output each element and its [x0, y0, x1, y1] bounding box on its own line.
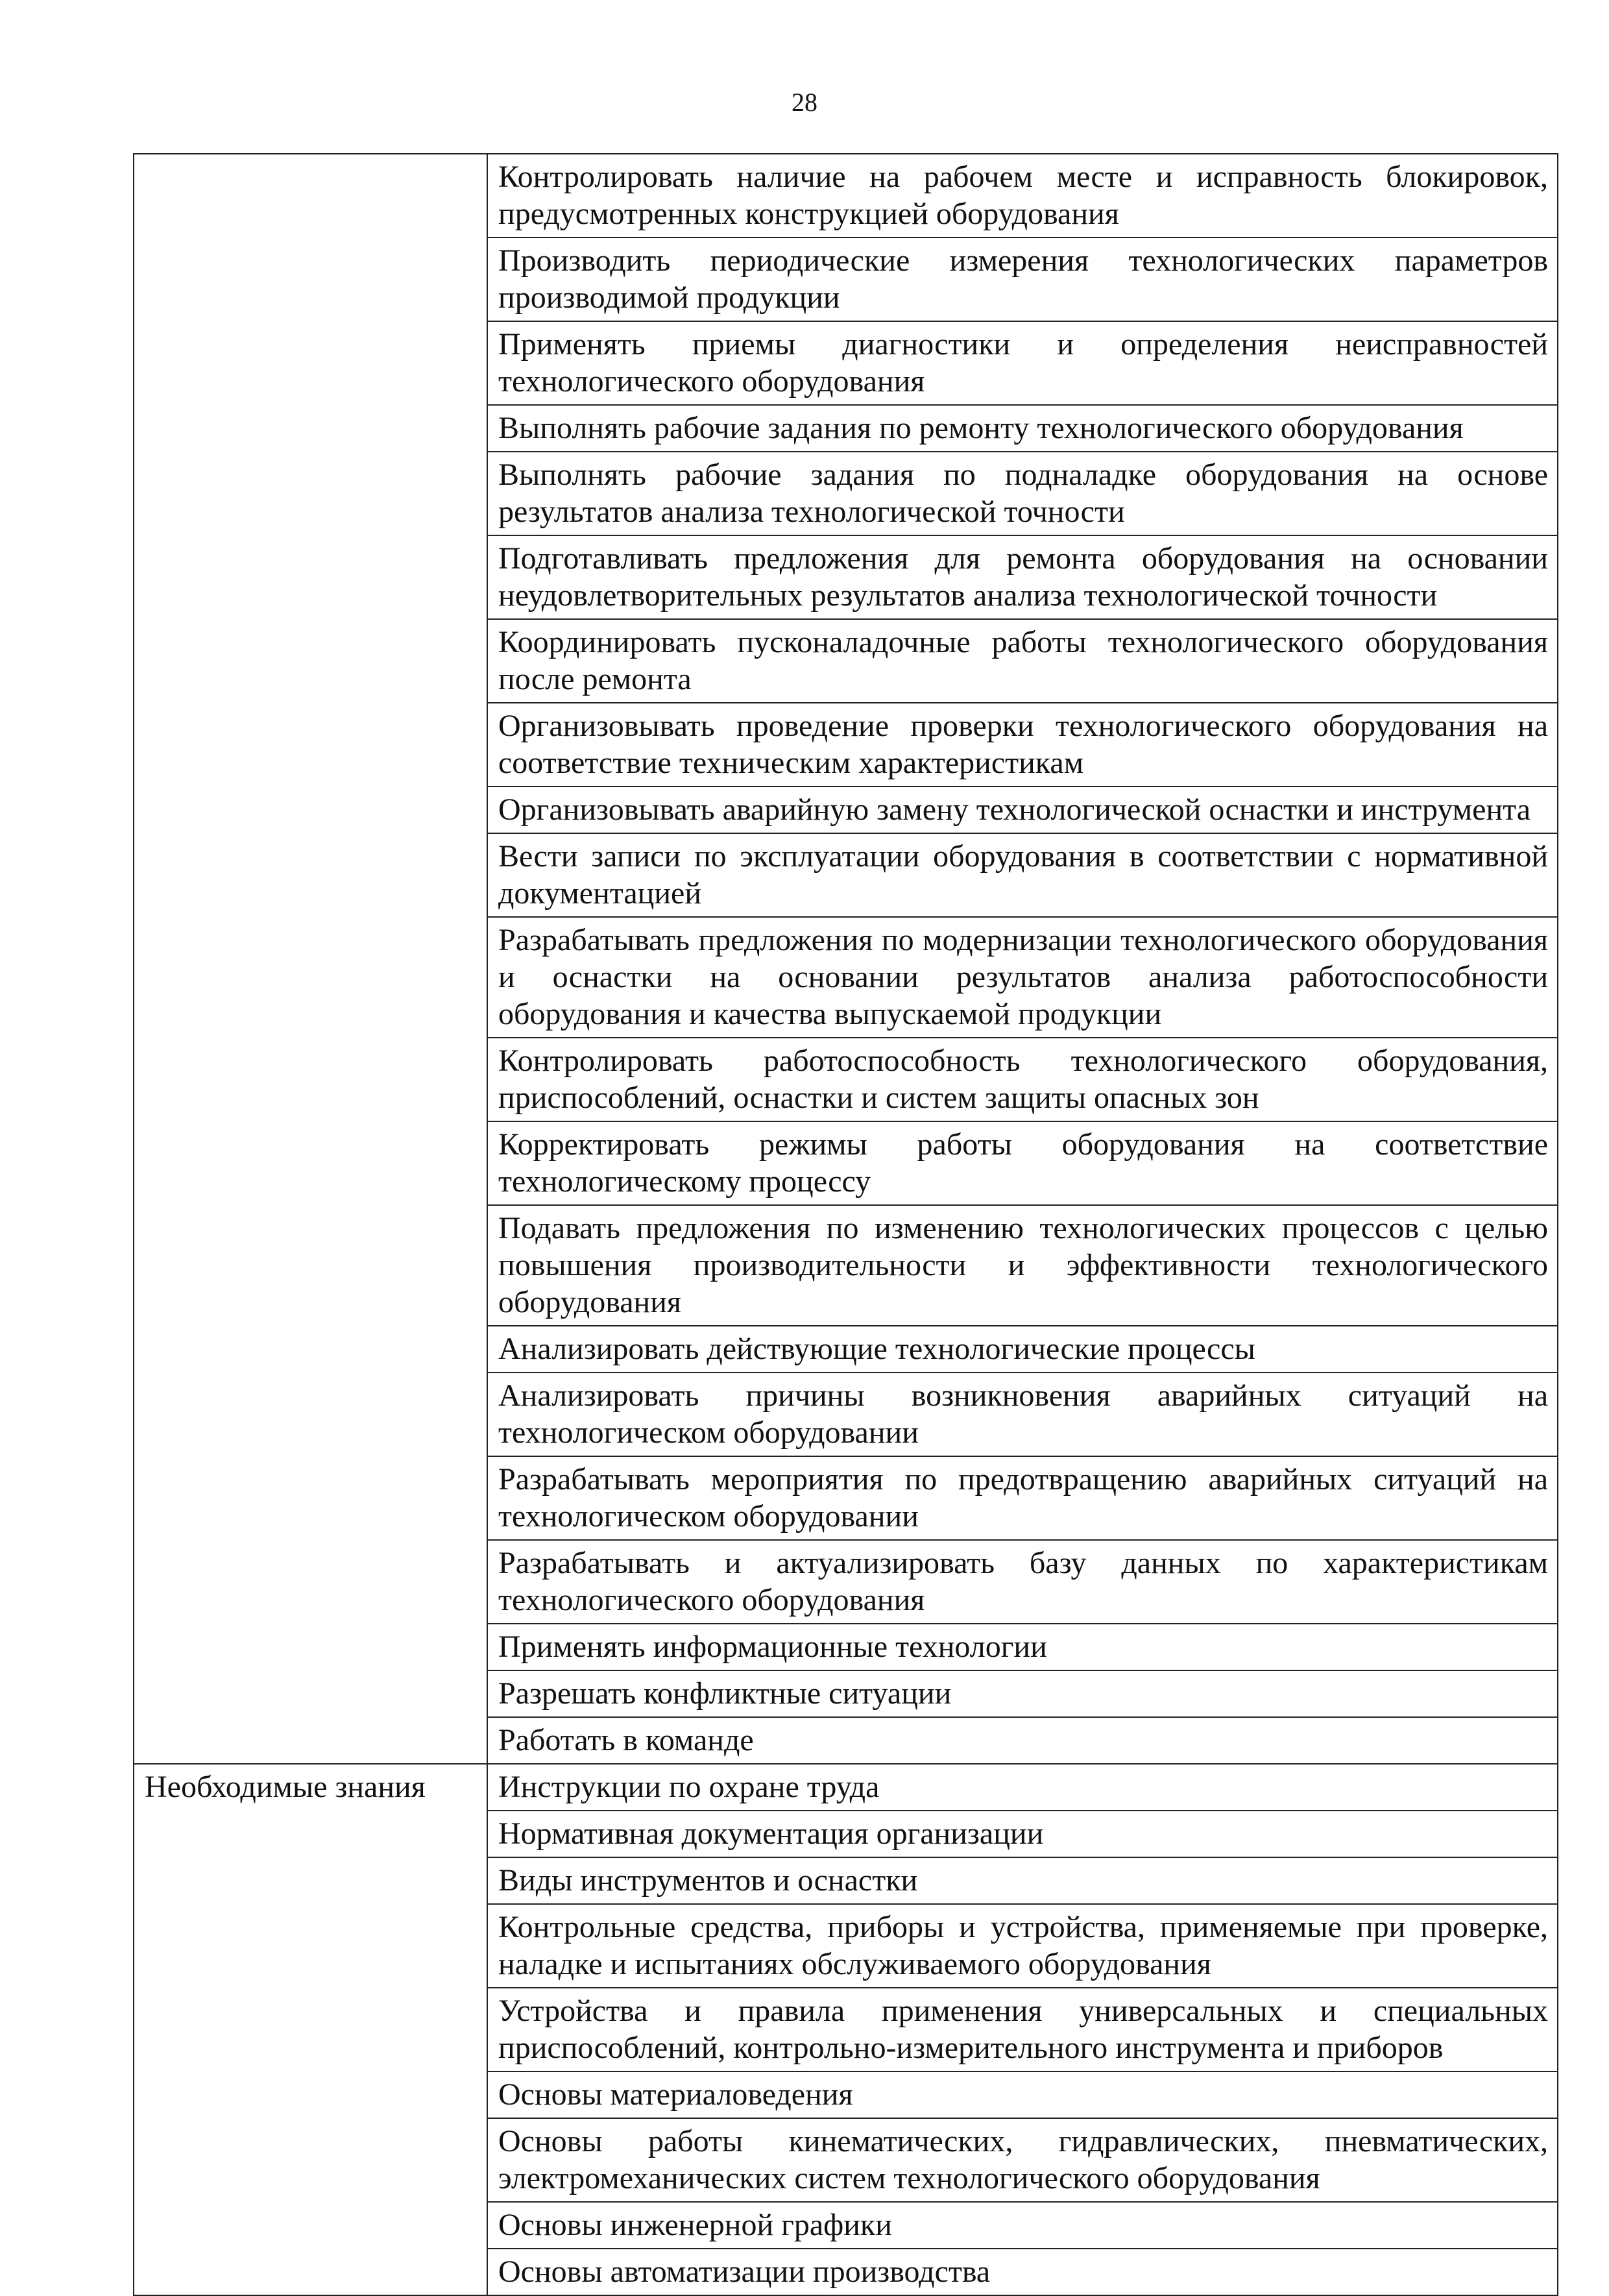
requirement-item: Подавать предложения по изменению технологических процессов с целью повышения производительности и эффективности технологического оборудования	[487, 1205, 1558, 1326]
requirement-item: Основы автоматизации производства	[487, 2249, 1558, 2295]
table-row	[134, 1764, 1558, 1811]
requirement-item: Разрешать конфликтные ситуации	[487, 1670, 1558, 1717]
requirement-item: Применять информационные технологии	[487, 1624, 1558, 1670]
table-body	[134, 154, 1558, 2295]
requirement-item: Организовывать проведение проверки технологического оборудования на соответствие техническим характеристикам	[487, 703, 1558, 787]
requirement-item: Производить периодические измерения технологических параметров производимой продукции	[487, 238, 1558, 321]
requirement-item: Контролировать наличие на рабочем месте и исправность блокировок, предусмотренных конструкцией оборудования	[487, 154, 1558, 238]
requirement-item: Контрольные средства, приборы и устройства, применяемые при проверке, наладке и испытаниях обслуживаемого оборудования	[487, 1904, 1558, 1988]
requirement-item: Применять приемы диагностики и определения неисправностей технологического оборудования	[487, 321, 1558, 405]
competency-table	[133, 153, 1558, 2296]
section-label: Необходимые знания	[134, 1764, 487, 2295]
page-number: 28	[792, 88, 817, 117]
requirement-item: Устройства и правила применения универсальных и специальных приспособлений, контрольно-измерительного инструмента и приборов	[487, 1988, 1558, 2071]
requirement-item: Организовывать аварийную замену технологической оснастки и инструмента	[487, 787, 1558, 833]
requirement-item: Виды инструментов и оснастки	[487, 1857, 1558, 1904]
requirement-item: Корректировать режимы работы оборудования на соответствие технологическому процессу	[487, 1121, 1558, 1205]
requirement-item: Нормативная документация организации	[487, 1811, 1558, 1857]
table-row	[134, 154, 1558, 238]
requirement-item: Разрабатывать предложения по модернизации технологического оборудования и оснастки на основании результатов анализа работоспособности оборудования и качества выпускаемой продукции	[487, 917, 1558, 1038]
requirement-item: Выполнять рабочие задания по ремонту технологического оборудования	[487, 405, 1558, 452]
requirement-item: Выполнять рабочие задания по подналадке оборудования на основе результатов анализа технологической точности	[487, 452, 1558, 535]
requirement-item: Координировать пусконаладочные работы технологического оборудования после ремонта	[487, 619, 1558, 703]
requirement-item: Работать в команде	[487, 1717, 1558, 1764]
requirement-item: Инструкции по охране труда	[487, 1764, 1558, 1811]
requirement-item: Основы материаловедения	[487, 2071, 1558, 2118]
requirement-item: Основы инженерной графики	[487, 2202, 1558, 2249]
requirement-item: Разрабатывать и актуализировать базу данных по характеристикам технологического оборудования	[487, 1540, 1558, 1624]
requirement-item: Подготавливать предложения для ремонта оборудования на основании неудовлетворительных результатов анализа технологической точности	[487, 535, 1558, 619]
requirement-item: Анализировать причины возникновения аварийных ситуаций на технологическом оборудовании	[487, 1373, 1558, 1456]
requirement-item: Основы работы кинематических, гидравлических, пневматических, электромеханических систем технологического оборудования	[487, 2118, 1558, 2202]
requirement-item: Анализировать действующие технологические процессы	[487, 1326, 1558, 1373]
requirement-item: Контролировать работоспособность технологического оборудования, приспособлений, оснастки и систем защиты опасных зон	[487, 1038, 1558, 1121]
requirement-item: Разрабатывать мероприятия по предотвращению аварийных ситуаций на технологическом оборудовании	[487, 1456, 1558, 1540]
requirement-item: Вести записи по эксплуатации оборудования в соответствии с нормативной документацией	[487, 833, 1558, 917]
section-label	[134, 154, 487, 1764]
